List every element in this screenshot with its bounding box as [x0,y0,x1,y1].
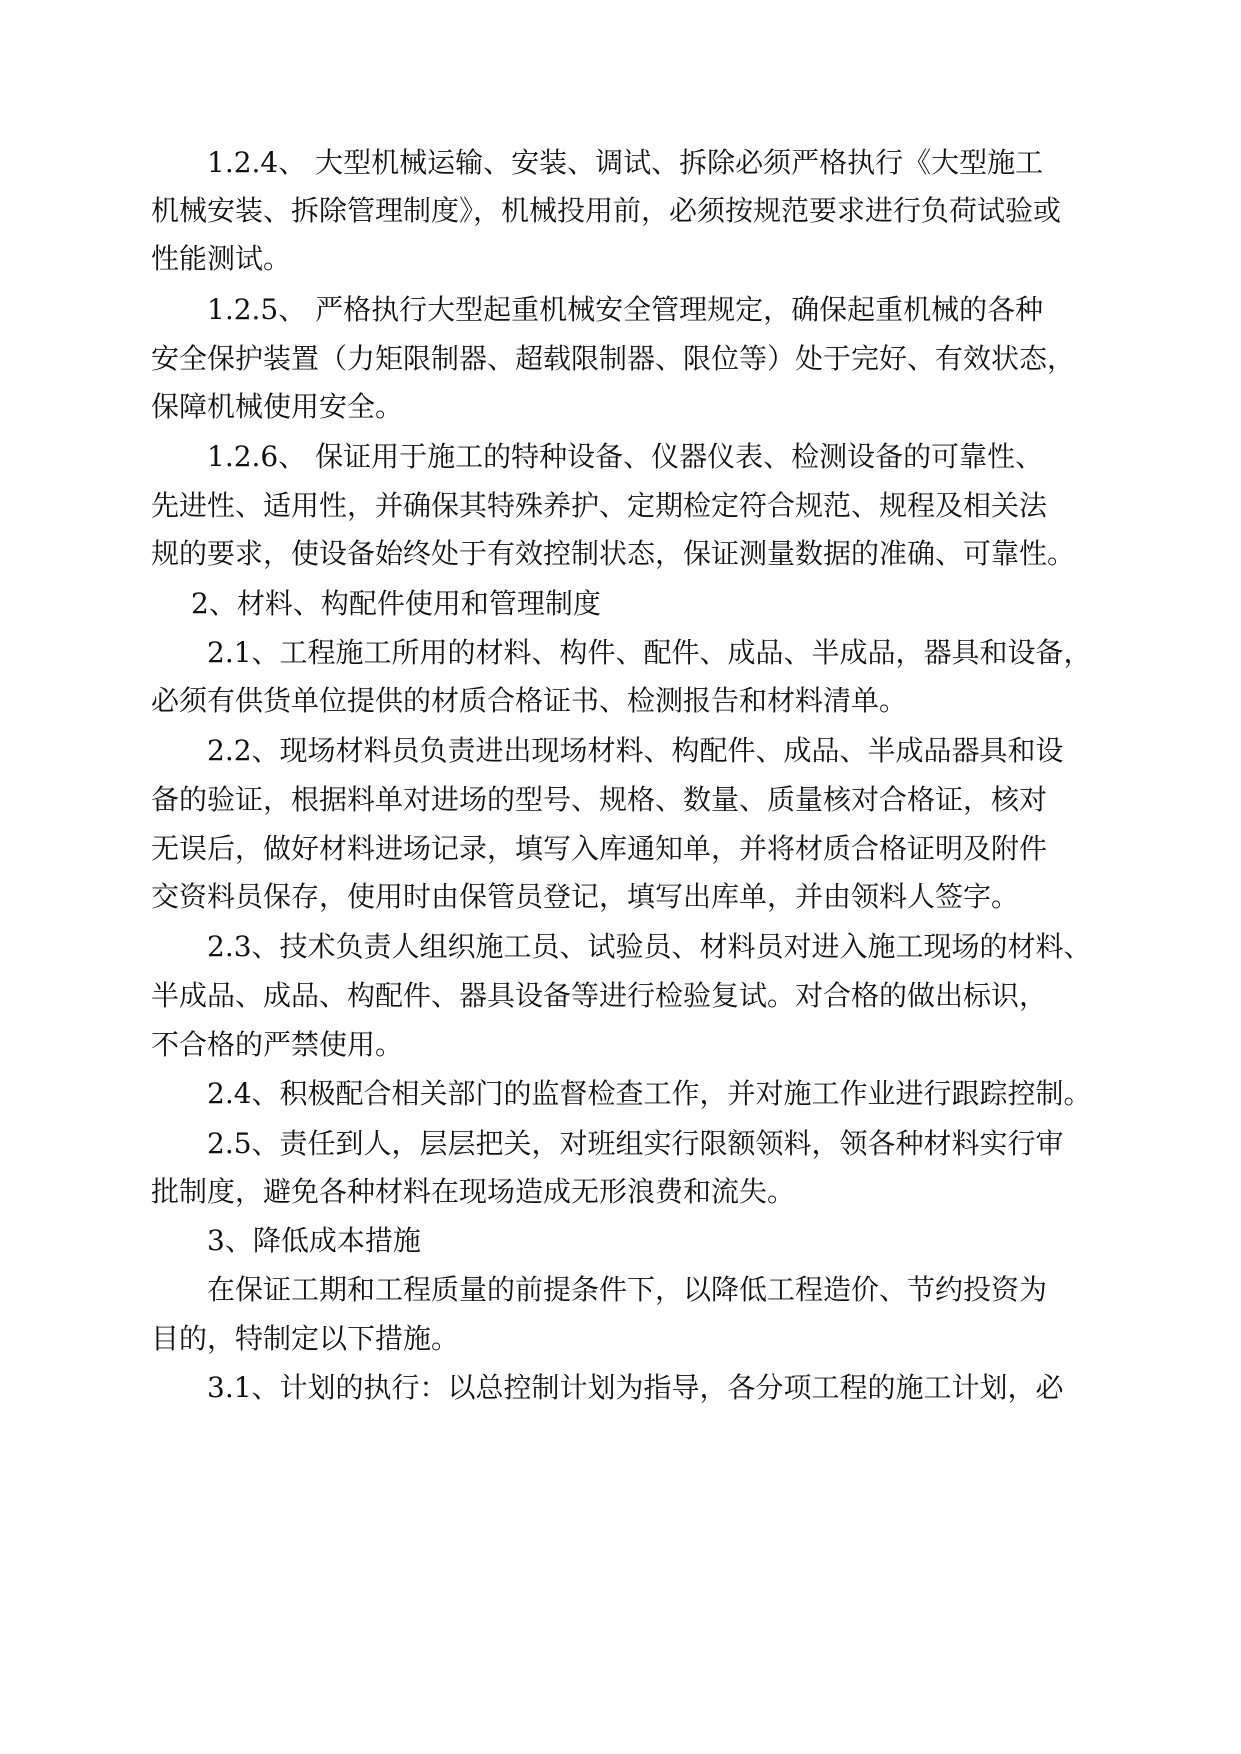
text-line: 不合格的严禁使用。 [151,1028,404,1061]
text-line: 1.2.5、 严格执行大型起重机械安全管理规定，确保起重机械的各种 [207,293,1044,326]
text-line: 备的验证，根据料单对进场的型号、规格、数量、质量核对合格证，核对 [151,783,1048,816]
text-line: 在保证工期和工程质量的前提条件下，以降低工程造价、节约投资为 [207,1273,1048,1306]
text-line: 3.1、计划的执行：以总控制计划为指导，各分项工程的施工计划，必 [207,1371,1064,1404]
text-line: 批制度，避免各种材料在现场造成无形浪费和流失。 [151,1175,796,1208]
text-line: 半成品、成品、构配件、器具设备等进行检验复试。对合格的做出标识， [151,979,1048,1012]
text-line: 性能测试。 [151,242,292,275]
text-line: 先进性、适用性，并确保其特殊养护、定期检定符合规范、规程及相关法 [151,489,1048,522]
text-line: 规的要求，使设备始终处于有效控制状态，保证测量数据的准确、可靠性。 [151,537,1076,570]
section-heading: 2、材料、构配件使用和管理制度 [191,587,601,620]
section-heading: 3、降低成本措施 [207,1224,421,1257]
text-line: 1.2.4、 大型机械运输、安装、调试、拆除必须严格执行《大型施工 [207,146,1044,179]
text-line: 交资料员保存，使用时由保管员登记，填写出库单，并由领料人签字。 [151,880,1020,913]
text-line: 机械安装、拆除管理制度》，机械投用前，必须按规范要求进行负荷试验或 [151,194,1062,227]
text-line: 保障机械使用安全。 [151,390,404,423]
text-line: 2.3、技术负责人组织施工员、试验员、材料员对进入施工现场的材料、 [207,930,1092,963]
text-line: 必须有供货单位提供的材质合格证书、检测报告和材料清单。 [151,684,908,717]
text-line: 安全保护装置（力矩限制器、超载限制器、限位等）处于完好、有效状态， [151,342,1076,375]
text-line: 2.2、现场材料员负责进出现场材料、构配件、成品、半成品器具和设 [207,734,1064,767]
text-line: 2.4、积极配合相关部门的监督检查工作，并对施工作业进行跟踪控制。 [207,1077,1092,1110]
text-line: 2.5、责任到人，层层把关，对班组实行限额领料，领各种材料实行审 [207,1127,1064,1160]
text-line: 2.1、工程施工所用的材料、构件、配件、成品、半成品，器具和设备， [207,636,1092,669]
text-line: 无误后，做好材料进场记录，填写入库通知单，并将材质合格证明及附件 [151,832,1048,865]
text-line: 1.2.6、 保证用于施工的特种设备、仪器仪表、检测设备的可靠性、 [207,440,1044,473]
text-line: 目的，特制定以下措施。 [151,1322,460,1355]
